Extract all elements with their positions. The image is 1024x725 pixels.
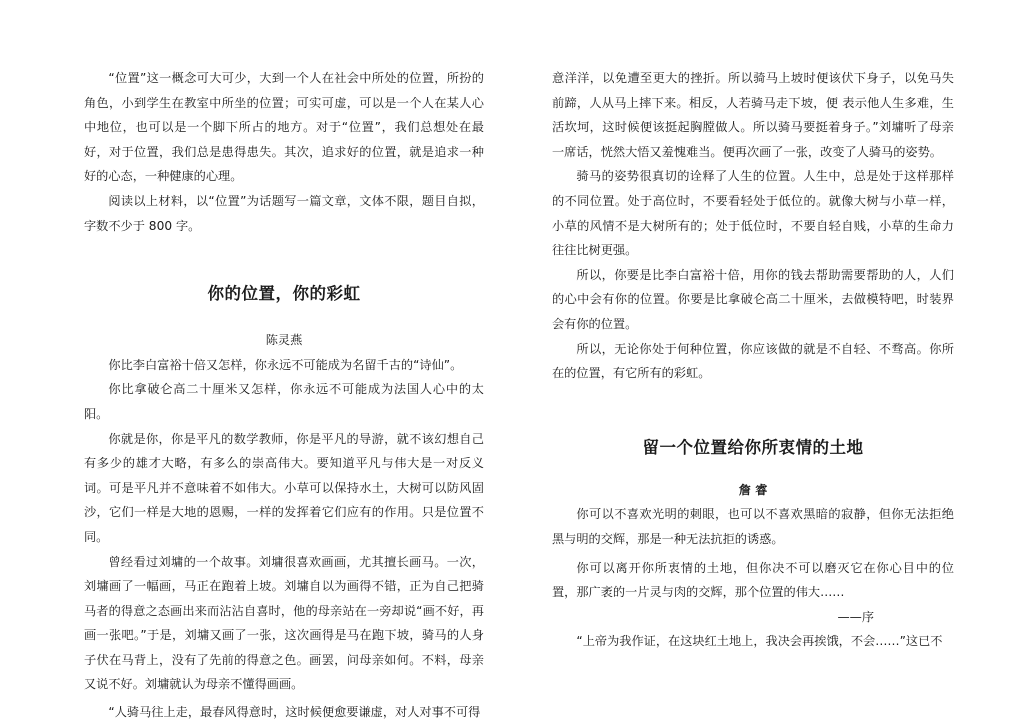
essay-author-1: 陈灵燕: [265, 333, 303, 348]
prompt-paragraph-1: “位置”这一概念可大可少，大到一个人在社会中所处的位置，所扮的角色，小到学生在教室中所坐的位置；可实可虚，可以是一个人在某人心中地位，也可以是一个脚下所占的地方。对于“位置”，我们总想处在最好，对于位置，我们总是患得患失。其次，追求好的位置，就是追求一种好的心态，一种健康的心理。: [84, 71, 484, 184]
essay2-paragraph-2: 你可以离开你所衷情的土地，但你决不可以磨灭它在你心目中的位置，那广袤的一片灵与肉的交辉，那个位置的伟大……: [552, 560, 954, 600]
essay1-paragraph-4: 曾经看过刘墉的一个故事。刘墉很喜欢画画，尤其擅长画马。一次，刘墉画了一幅画，马正在跑着上坡。刘墉自以为画得不错，正为自己把骑马者的得意之态画出来而沾沾自喜时，他的母亲站在一旁却说“画不好，再画一张吧。”于是，刘墉又画了一张，这次画得是马在跑下坡，骑马的人身子伏在马背上，没有了先前的得意之色。画罢，问母亲如何。不料，母亲又说不好。刘墉就认为母亲不懂得画画。: [84, 554, 484, 692]
essay1-paragraph-5: “人骑马往上走，最春风得意时，这时候便愈要谦虚，对人对事不可得: [108, 705, 481, 720]
right-column: [552, 66, 954, 654]
essay2-paragraph-1: 你可以不喜欢光明的刺眼，也可以不喜欢黑暗的寂静，但你无法拒绝黑与明的交辉，那是一种无法抗拒的诱惑。: [552, 507, 954, 546]
essay1-paragraph-2: 你比拿破仑高二十厘米又怎样，你永远不可能成为法国人心中的太阳。: [84, 382, 484, 421]
essay1-paragraph-7: 所以，你要是比李白富裕十倍，用你的钱去帮助需要帮助的人，人们的心中会有你的位置。你要是比拿破仑高二十厘米，去做模特吧，时装界会有你的位置。: [552, 267, 954, 331]
essay1-continuation: 意洋洋，以免遭至更大的挫折。所以骑马上坡时便该伏下身子，以免马失前蹄，人从马上摔下来。相反，人若骑马走下坡，便 表示他人生多难，生活坎坷，这时候便该挺起胸膛做人。所以骑马要挺着身子。”刘墉听了母亲一席话，恍然大悟又羞愧难当。便再次画了一张，改变了人骑马的姿势。: [552, 71, 954, 159]
prompt-paragraph-2: 阅读以上材料，以“位置”为话题写一篇文章，文体不限，题目自拟，字数不少于 800 字。: [84, 193, 484, 233]
preface-mark: ——序: [837, 609, 874, 624]
left-column: [84, 66, 484, 725]
essay1-paragraph-3: 你就是你，你是平凡的数学教师，你是平凡的导游，就不该幻想自己有多少的雄才大略，有多么的崇高伟大。要知道平凡与伟大是一对反义词。可是平凡并不意味着不如伟大。小草可以保持水土，大树可以防风固沙，它们一样是大地的恩赐，一样的发挥着它们应有的作用。只是位置不同。: [84, 431, 484, 544]
essay1-paragraph-1: 你比李白富裕十倍又怎样，你永远不可能成为名留千古的“诗仙”。: [108, 357, 463, 372]
essay1-paragraph-8: 所以，无论你处于何种位置，你应该做的就是不自轻、不骛高。你所在的位置，有它所有的彩虹。: [552, 341, 954, 381]
essay-title-2: 留一个位置给你所衷情的土地: [642, 437, 864, 457]
essay2-paragraph-3: “上帝为我作证，在这块红土地上，我决会再挨饿，不会……”这已不: [576, 634, 943, 649]
essay-author-2: 詹 睿: [738, 482, 768, 497]
essay1-paragraph-6: 骑马的姿势很真切的诠释了人生的位置。人生中，总是处于这样那样的不同位置。处于高位时，不要看轻处于低位的。就像大树与小草一样，小草的风情不是大树所有的；处于低位时，不要自轻自贱，小草的生命力往往比树更强。: [552, 169, 954, 258]
essay-title-1: 你的位置，你的彩虹: [207, 284, 361, 304]
